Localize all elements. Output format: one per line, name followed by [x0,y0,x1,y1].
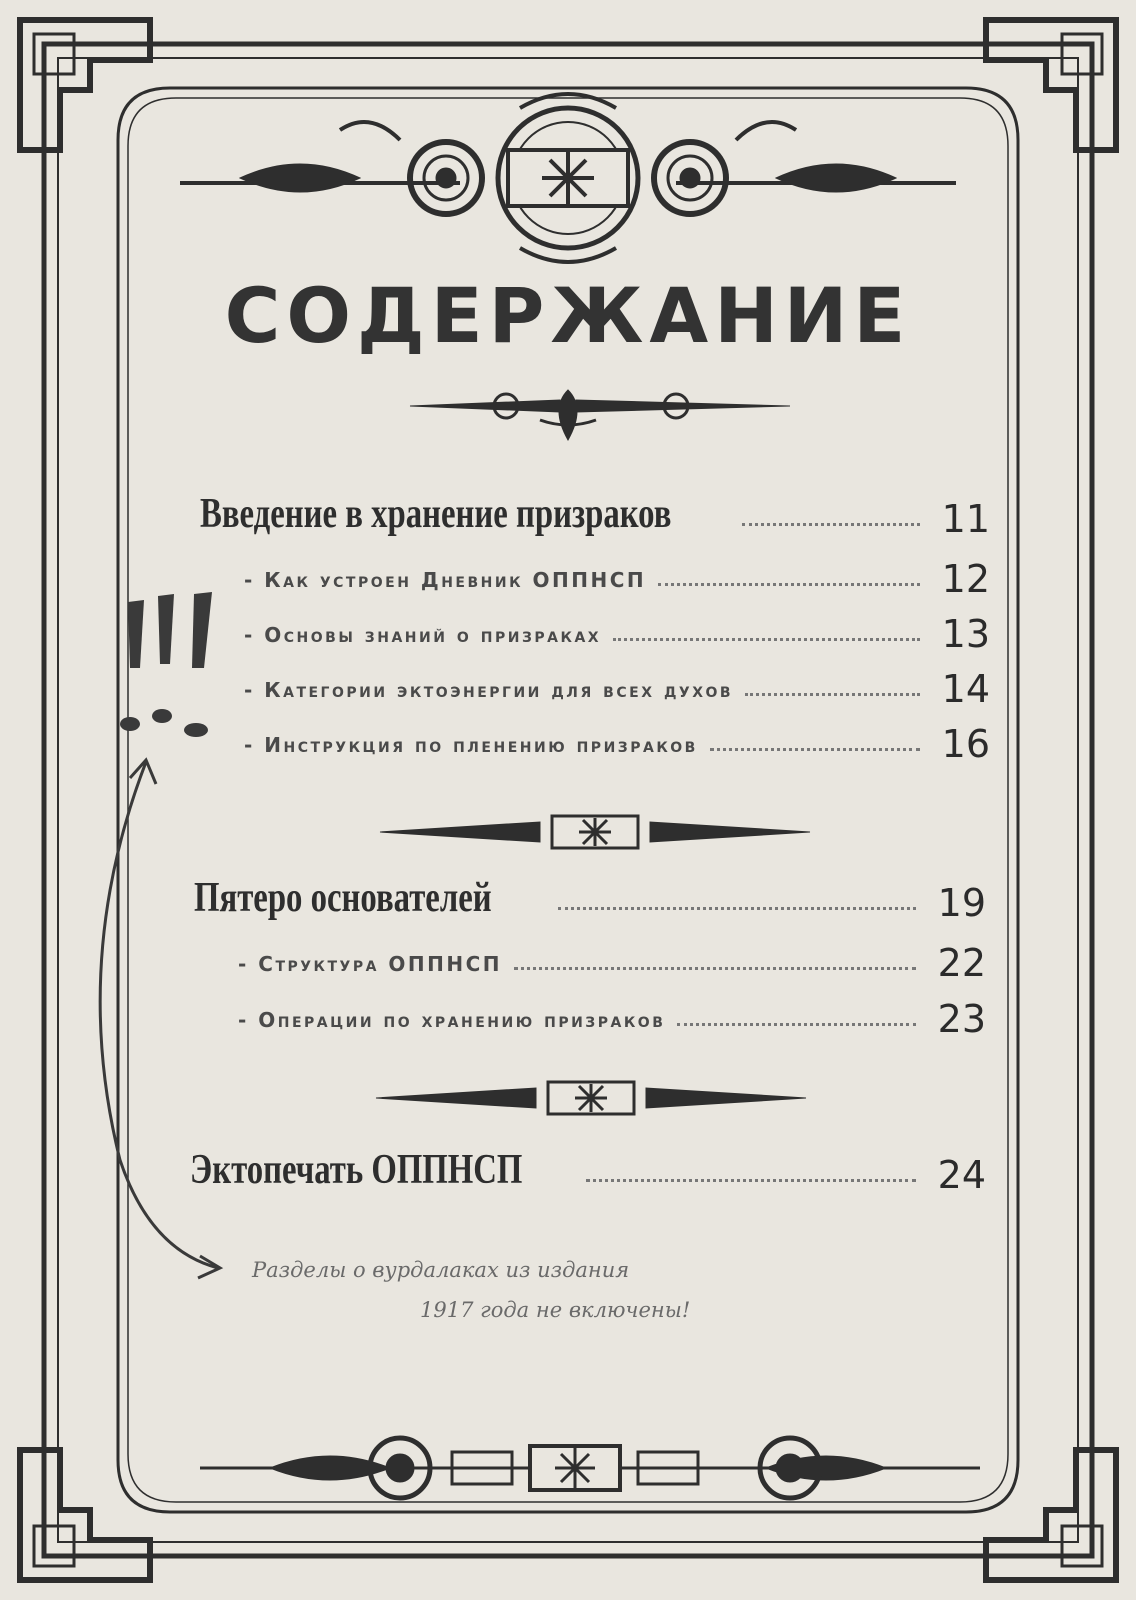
toc-section-1-page: 11 [941,497,990,541]
top-ornament [180,94,956,262]
handwritten-note-line-1: Разделы о вурдалаках из издания [252,1258,630,1282]
leader-dots [586,1179,916,1182]
toc-item-label: - Структура ОППНСП [238,952,503,976]
toc-item-label: - Основы знаний о призраках [244,623,602,647]
toc-item-2-2[interactable] [238,990,986,1041]
toc-item-page: 14 [941,667,990,711]
handwritten-exclamation-icon [120,592,212,737]
toc-item-page: 12 [941,557,990,601]
leader-dots [514,967,916,970]
section-divider-ornament-2 [376,1082,806,1114]
toc-section-2[interactable] [194,874,986,925]
toc-item-label: - Категории эктоэнергии для всех духов [244,678,734,702]
leader-dots [613,638,920,641]
toc-section-2-page: 19 [937,881,986,925]
toc-item-1-2[interactable] [244,605,990,656]
leader-dots [742,523,920,526]
toc-item-page: 23 [937,997,986,1041]
toc-item-1-4[interactable] [244,715,990,766]
toc-item-page: 13 [941,612,990,656]
toc-item-1-3[interactable] [244,660,990,711]
toc-section-3-page: 24 [937,1153,986,1197]
leader-dots [658,583,920,586]
toc-section-2-label: Пятеро основателей [194,875,492,921]
toc-item-2-1[interactable] [238,934,986,985]
toc-section-1-label: Введение в хранение призраков [200,491,672,537]
toc-item-1-1[interactable] [244,550,990,601]
toc-item-page: 16 [941,722,990,766]
toc-item-label: - Инструкция по пленению призраков [244,733,698,757]
toc-section-3[interactable] [190,1146,986,1197]
leader-dots [558,907,916,910]
bottom-ornament [200,1438,980,1498]
leader-dots [710,748,920,751]
toc-item-label: - Операции по хранению призраков [238,1008,666,1032]
leader-dots [745,693,920,696]
section-divider-ornament-1 [380,816,810,848]
toc-section-1[interactable] [200,490,990,541]
title-divider-ornament [410,390,790,440]
toc-section-3-label: Эктопечать ОППНСП [190,1147,523,1193]
page-title: СОДЕРЖАНИЕ [224,271,912,360]
leader-dots [677,1023,916,1026]
handwritten-note-line-2: 1917 года не включены! [420,1298,691,1322]
toc-item-label: - Как устроен Дневник ОППНСП [244,568,647,592]
toc-item-page: 22 [937,941,986,985]
